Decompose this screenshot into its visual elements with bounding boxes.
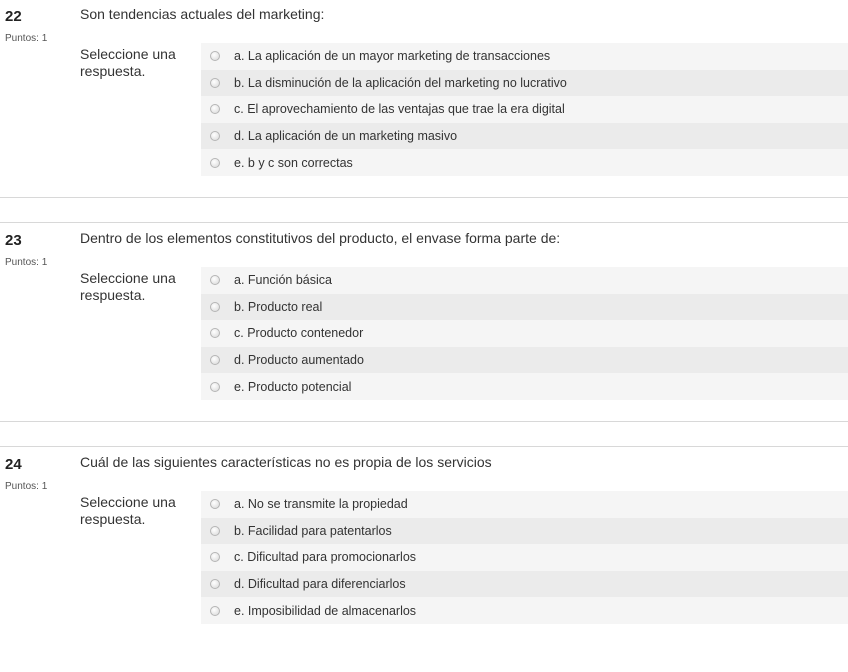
answer-prompt: Seleccione una respuesta. xyxy=(80,494,176,527)
option-label: b. Producto real xyxy=(234,299,323,314)
question-number: 22 xyxy=(5,8,22,25)
answer-options xyxy=(201,491,848,624)
question-number: 23 xyxy=(5,232,22,249)
divider xyxy=(0,222,848,223)
answer-option-a[interactable] xyxy=(201,491,848,518)
radio-button-icon[interactable] xyxy=(210,552,220,562)
divider xyxy=(0,421,848,422)
option-label: b. La disminución de la aplicación del marketing no lucrativo xyxy=(234,75,567,90)
question-number: 24 xyxy=(5,456,22,473)
divider xyxy=(0,197,848,198)
question-24 xyxy=(0,448,848,672)
question-points: Puntos: 1 xyxy=(5,257,48,268)
answer-option-e[interactable] xyxy=(201,597,848,624)
answer-option-e[interactable] xyxy=(201,149,848,176)
radio-button-icon[interactable] xyxy=(210,104,220,114)
option-label: c. Producto contenedor xyxy=(234,326,364,341)
radio-button-icon[interactable] xyxy=(210,579,220,589)
radio-button-icon[interactable] xyxy=(210,328,220,338)
radio-button-icon[interactable] xyxy=(210,355,220,365)
answer-option-e[interactable] xyxy=(201,373,848,400)
answer-option-c[interactable] xyxy=(201,96,848,123)
answer-option-c[interactable] xyxy=(201,544,848,571)
answer-prompt: Seleccione una respuesta. xyxy=(80,270,176,303)
answer-option-d[interactable] xyxy=(201,347,848,374)
option-label: e. b y c son correctas xyxy=(234,155,353,170)
answer-option-d[interactable] xyxy=(201,123,848,150)
answer-option-b[interactable] xyxy=(201,294,848,321)
answer-option-d[interactable] xyxy=(201,571,848,598)
option-label: e. Producto potencial xyxy=(234,379,352,394)
question-text: Dentro de los elementos constitutivos del producto, el envase forma parte de: xyxy=(80,230,561,246)
divider xyxy=(0,446,848,447)
radio-button-icon[interactable] xyxy=(210,606,220,616)
answer-option-b[interactable] xyxy=(201,518,848,545)
answer-option-a[interactable] xyxy=(201,267,848,294)
option-label: b. Facilidad para patentarlos xyxy=(234,523,392,538)
option-label: d. Dificultad para diferenciarlos xyxy=(234,577,406,592)
option-label: c. Dificultad para promocionarlos xyxy=(234,550,417,565)
answer-option-b[interactable] xyxy=(201,70,848,97)
answer-option-a[interactable] xyxy=(201,43,848,70)
radio-button-icon[interactable] xyxy=(210,78,220,88)
radio-button-icon[interactable] xyxy=(210,499,220,509)
answer-options xyxy=(201,267,848,400)
radio-button-icon[interactable] xyxy=(210,275,220,285)
option-label: e. Imposibilidad de almacenarlos xyxy=(234,603,417,618)
answer-prompt: Seleccione una respuesta. xyxy=(80,46,176,79)
question-points: Puntos: 1 xyxy=(5,481,48,492)
option-label: d. Producto aumentado xyxy=(234,353,364,368)
question-text: Son tendencias actuales del marketing: xyxy=(80,6,325,22)
question-23 xyxy=(0,224,848,448)
question-22 xyxy=(0,0,848,224)
question-text: Cuál de las siguientes características no es propia de los servicios xyxy=(80,454,492,470)
radio-button-icon[interactable] xyxy=(210,131,220,141)
radio-button-icon[interactable] xyxy=(210,526,220,536)
option-label: a. Función básica xyxy=(234,273,332,288)
option-label: c. El aprovechamiento de las ventajas que trae la era digital xyxy=(234,102,565,117)
radio-button-icon[interactable] xyxy=(210,382,220,392)
radio-button-icon[interactable] xyxy=(210,158,220,168)
option-label: a. La aplicación de un mayor marketing de transacciones xyxy=(234,49,551,64)
question-points: Puntos: 1 xyxy=(5,33,48,44)
radio-button-icon[interactable] xyxy=(210,302,220,312)
answer-options xyxy=(201,43,848,176)
option-label: a. No se transmite la propiedad xyxy=(234,497,408,512)
option-label: d. La aplicación de un marketing masivo xyxy=(234,129,458,144)
radio-button-icon[interactable] xyxy=(210,51,220,61)
answer-option-c[interactable] xyxy=(201,320,848,347)
